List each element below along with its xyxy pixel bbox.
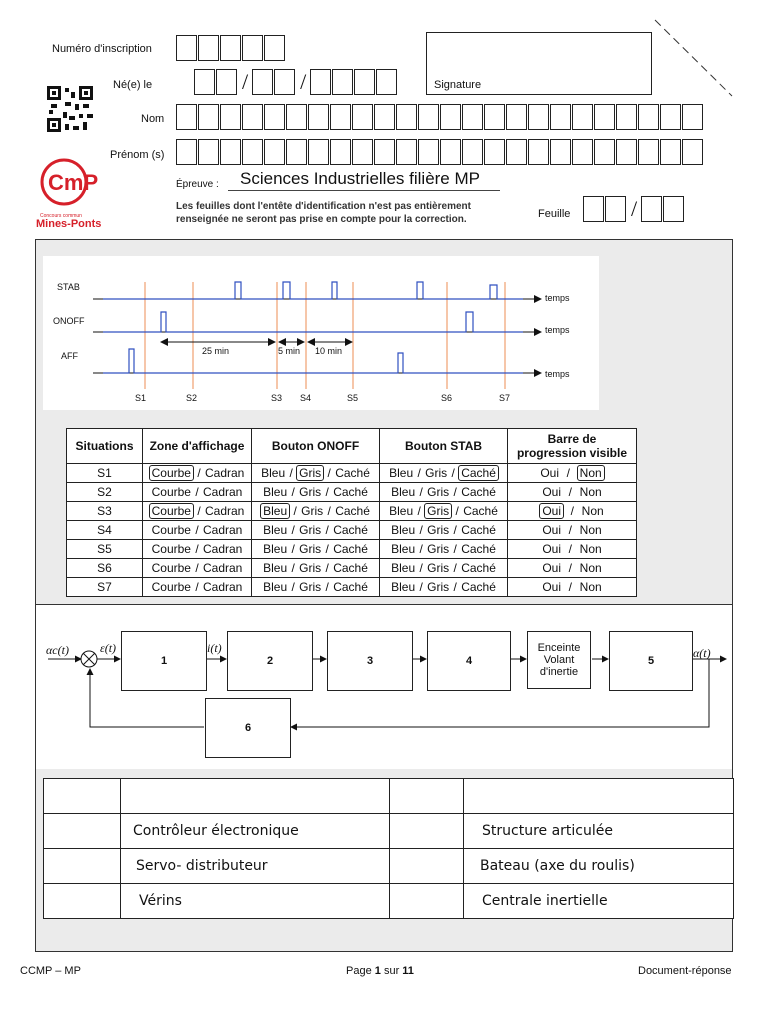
onoff-option[interactable]: Gris [299, 542, 322, 556]
stab-options: Bleu / Gris / Caché [380, 540, 508, 559]
ccmp-logo [36, 156, 108, 230]
stab-option[interactable]: Bleu [391, 485, 416, 499]
assoc-number-cell[interactable] [390, 849, 464, 884]
onoff-option[interactable]: Gris [301, 504, 324, 518]
barre-options: Oui / Non [508, 464, 637, 483]
barre-options: Oui / Non [508, 540, 637, 559]
zone-options: Courbe / Cadran [143, 540, 252, 559]
zone-option[interactable]: Cadran [203, 485, 243, 499]
stab-options: Bleu / Gris / Caché [380, 502, 508, 521]
onoff-option[interactable]: Caché [333, 542, 368, 556]
stab-option[interactable]: Caché [461, 523, 496, 537]
zone-option[interactable]: Cadran [205, 504, 245, 518]
numero-field[interactable] [176, 35, 286, 61]
col-header: Bouton STAB [380, 429, 508, 464]
col-header: Bouton ONOFF [252, 429, 380, 464]
zone-options: Courbe / Cadran [143, 464, 252, 483]
onoff-option[interactable]: Bleu [263, 523, 288, 537]
onoff-option[interactable]: Gris [296, 465, 324, 481]
error-signal-label: ε(t) [100, 641, 117, 655]
assoc-number-cell[interactable] [390, 814, 464, 849]
barre-option[interactable]: Oui [542, 561, 561, 575]
feuille-label: Feuille [538, 208, 571, 220]
nom-field[interactable] [176, 104, 704, 130]
onoff-option[interactable]: Caché [335, 466, 370, 480]
assoc-number-cell[interactable] [390, 779, 464, 814]
footer-left: CCMP – MP [20, 965, 81, 977]
assoc-label: Structure articulée [464, 814, 734, 849]
table-row [67, 578, 637, 597]
nom-label: Nom [141, 113, 165, 125]
situation-marker: S2 [186, 393, 198, 403]
zone-option[interactable]: Courbe [149, 465, 194, 481]
duration-label: 10 min [315, 346, 343, 356]
onoff-option[interactable]: Caché [335, 504, 370, 518]
barre-option[interactable]: Oui [542, 523, 561, 537]
block-1: 1 [121, 631, 207, 691]
zone-option[interactable]: Cadran [203, 580, 243, 594]
block-diagram [36, 604, 732, 769]
assoc-number-cell[interactable] [44, 814, 121, 849]
axis-label: temps [545, 325, 570, 335]
page-prefix: Page [346, 965, 372, 977]
barre-option[interactable]: Non [579, 485, 602, 499]
assoc-number-cell[interactable] [44, 779, 121, 814]
stab-options: Bleu / Gris / Caché [380, 464, 508, 483]
zone-option[interactable]: Cadran [203, 523, 243, 537]
epreuve-underline [228, 190, 500, 191]
zone-options: Courbe / Cadran [143, 578, 252, 597]
onoff-option[interactable]: Gris [299, 580, 322, 594]
input-signal-label: αc(t) [46, 643, 69, 657]
barre-option[interactable]: Oui [540, 466, 559, 480]
table-row [67, 559, 637, 578]
onoff-option[interactable]: Bleu [263, 542, 288, 556]
table-row [67, 483, 637, 502]
stab-option[interactable]: Gris [427, 523, 450, 537]
assoc-table-right [389, 778, 734, 919]
barre-option[interactable]: Non [579, 523, 602, 537]
onoff-options: Bleu / Gris / Caché [252, 521, 380, 540]
onoff-option[interactable]: Gris [299, 485, 322, 499]
duration-label: 25 min [202, 346, 230, 356]
numero-label: Numéro d'inscription [52, 43, 152, 55]
barre-options: Oui / Non [508, 559, 637, 578]
stab-option[interactable]: Gris [427, 542, 450, 556]
signal-label: STAB [57, 282, 80, 292]
block-5: 5 [609, 631, 693, 691]
output-signal-label: α(t) [693, 646, 711, 660]
onoff-options: Bleu / Gris / Caché [252, 578, 380, 597]
situation-marker: S7 [499, 393, 511, 403]
signature-box[interactable] [426, 32, 652, 95]
logo-sub2: Mines-Ponts [36, 218, 102, 230]
qr-code-icon [47, 86, 93, 132]
onoff-option[interactable]: Bleu [263, 485, 288, 499]
barre-option[interactable]: Oui [542, 542, 561, 556]
table-row [67, 540, 637, 559]
zone-option[interactable]: Cadran [203, 561, 243, 575]
stab-option[interactable]: Bleu [391, 561, 416, 575]
prenom-field[interactable] [176, 139, 704, 165]
situation-marker: S3 [271, 393, 283, 403]
footer-right: Document-réponse [638, 965, 732, 977]
stab-option[interactable]: Bleu [391, 542, 416, 556]
onoff-option[interactable]: Bleu [261, 466, 286, 480]
stab-option[interactable]: Caché [461, 542, 496, 556]
block-2: 2 [227, 631, 313, 691]
onoff-option[interactable]: Bleu [263, 580, 288, 594]
situation-id: S3 [67, 502, 143, 521]
stab-options: Bleu / Gris / Caché [380, 521, 508, 540]
onoff-option[interactable]: Caché [333, 485, 368, 499]
zone-option[interactable]: Cadran [205, 466, 245, 480]
barre-options: Oui / Non [508, 502, 637, 521]
zone-options: Courbe / Cadran [143, 559, 252, 578]
signature-label: Signature [434, 79, 482, 91]
situation-id: S2 [67, 483, 143, 502]
situation-marker: S5 [347, 393, 359, 403]
onoff-option[interactable]: Caché [333, 523, 368, 537]
stab-options: Bleu / Gris / Caché [380, 483, 508, 502]
feuille-field[interactable]: / [583, 196, 685, 222]
stab-option[interactable]: Caché [461, 561, 496, 575]
barre-option[interactable]: Non [577, 465, 605, 481]
stab-option[interactable]: Gris [427, 580, 450, 594]
col-header: Zone d'affichage [143, 429, 252, 464]
logo-sub1: Concours commun [40, 213, 82, 219]
warning-line2: renseignée ne seront pas prise en compte pour la correction. [176, 214, 467, 225]
col-header: Situations [67, 429, 143, 464]
situation-marker: S4 [300, 393, 312, 403]
zone-option[interactable]: Cadran [203, 542, 243, 556]
barre-option[interactable]: Non [579, 580, 602, 594]
page-mid: sur [383, 965, 400, 977]
onoff-options: Bleu / Gris / Caché [252, 559, 380, 578]
onoff-option[interactable]: Gris [299, 523, 322, 537]
epreuve-value: Sciences Industrielles filière MP [240, 169, 480, 188]
assoc-label: Contrôleur électronique [121, 814, 390, 849]
situation-marker: S6 [441, 393, 453, 403]
zone-option[interactable]: Courbe [151, 523, 191, 537]
zone-options: Courbe / Cadran [143, 483, 252, 502]
prenom-label: Prénom (s) [110, 149, 165, 161]
onoff-option[interactable]: Caché [333, 561, 368, 575]
onoff-options: Bleu / Gris / Caché [252, 540, 380, 559]
zone-option[interactable]: Courbe [149, 503, 194, 519]
stab-option[interactable]: Gris [425, 466, 448, 480]
block-6: 6 [205, 698, 291, 758]
stab-option[interactable]: Caché [463, 504, 498, 518]
axis-label: temps [545, 369, 570, 379]
barre-options: Oui / Non [508, 521, 637, 540]
signal-label: ONOFF [53, 316, 85, 326]
barre-option[interactable]: Oui [539, 503, 564, 519]
assoc-label: Servo- distributeur [121, 849, 390, 884]
current-signal-label: i(t) [207, 641, 222, 655]
situation-id: S4 [67, 521, 143, 540]
barre-options: Oui / Non [508, 578, 637, 597]
assoc-table-left [43, 778, 390, 919]
table-row [67, 521, 637, 540]
duration-label: 5 min [278, 346, 301, 356]
table-row [67, 464, 637, 483]
stab-option[interactable]: Caché [461, 485, 496, 499]
onoff-option[interactable]: Caché [333, 580, 368, 594]
onoff-options: Bleu / Gris / Caché [252, 464, 380, 483]
onoff-option[interactable]: Bleu [260, 503, 290, 519]
axis-label: temps [545, 293, 570, 303]
block-4: 4 [427, 631, 511, 691]
stab-option[interactable]: Gris [427, 561, 450, 575]
situation-id: S6 [67, 559, 143, 578]
barre-option[interactable]: Non [581, 504, 604, 518]
page-total: 11 [402, 965, 414, 977]
stab-option[interactable]: Bleu [391, 523, 416, 537]
stab-options: Bleu / Gris / Caché [380, 578, 508, 597]
zone-option[interactable]: Courbe [151, 485, 191, 499]
situation-id: S5 [67, 540, 143, 559]
assoc-label: Bateau (axe du roulis) [464, 849, 734, 884]
barre-option[interactable]: Oui [542, 580, 561, 594]
block-enceinte: Enceinte Volant d'inertie [527, 631, 591, 689]
epreuve-label: Épreuve : [176, 179, 219, 190]
situation-marker: S1 [135, 393, 147, 403]
assoc-number-cell[interactable] [390, 884, 464, 919]
signal-label: AFF [61, 351, 78, 361]
stab-option[interactable]: Gris [427, 485, 450, 499]
zone-options: Courbe / Cadran [143, 502, 252, 521]
onoff-option[interactable]: Bleu [263, 561, 288, 575]
stab-option[interactable]: Bleu [389, 504, 414, 518]
birthdate-field[interactable]: / / [194, 69, 398, 95]
zone-options: Courbe / Cadran [143, 521, 252, 540]
situation-table [66, 428, 637, 597]
corner-fold-line [650, 18, 740, 98]
stab-option[interactable]: Bleu [389, 466, 414, 480]
zone-option[interactable]: Courbe [151, 561, 191, 575]
stab-option[interactable]: Gris [424, 503, 452, 519]
barre-options: Oui / Non [508, 483, 637, 502]
stab-option[interactable]: Bleu [391, 580, 416, 594]
stab-option[interactable]: Caché [461, 580, 496, 594]
page-number: 1 [374, 965, 381, 977]
birthdate-label: Né(e) le [113, 79, 153, 91]
barre-option[interactable]: Non [579, 561, 602, 575]
barre-option[interactable]: Oui [542, 485, 561, 499]
zone-option[interactable]: Courbe [151, 580, 191, 594]
zone-option[interactable]: Courbe [151, 542, 191, 556]
timing-diagram [43, 256, 599, 410]
onoff-options: Bleu / Gris / Caché [252, 483, 380, 502]
warning-line1: Les feuilles dont l'entête d'identification n'est pas entièrement [176, 201, 471, 212]
onoff-option[interactable]: Gris [299, 561, 322, 575]
stab-option[interactable]: Caché [458, 465, 499, 481]
assoc-label: Centrale inertielle [464, 884, 734, 919]
assoc-number-cell[interactable] [44, 849, 121, 884]
barre-option[interactable]: Non [579, 542, 602, 556]
situation-id: S1 [67, 464, 143, 483]
assoc-label: Vérins [121, 884, 390, 919]
col-header: Barre de progression visible [508, 429, 637, 464]
assoc-label [464, 779, 734, 814]
table-row [67, 502, 637, 521]
stab-options: Bleu / Gris / Caché [380, 559, 508, 578]
block-3: 3 [327, 631, 413, 691]
onoff-options: Bleu / Gris / Caché [252, 502, 380, 521]
assoc-number-cell[interactable] [44, 884, 121, 919]
situation-id: S7 [67, 578, 143, 597]
assoc-label [121, 779, 390, 814]
footer-page [346, 965, 414, 977]
logo-text: CmP [48, 170, 99, 195]
